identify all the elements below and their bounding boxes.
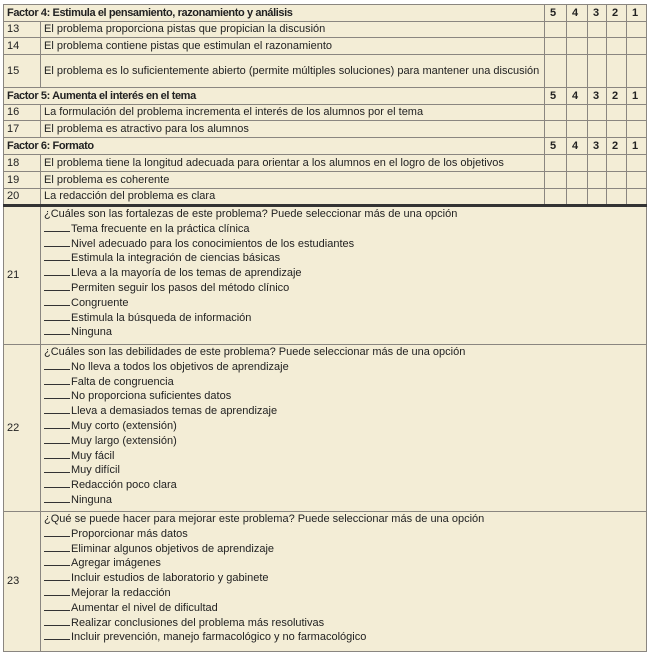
item-number: 14 [4, 38, 41, 55]
table-row [4, 155, 647, 172]
scale-label: 1 [627, 5, 647, 22]
score-cell[interactable] [545, 121, 567, 138]
score-cell[interactable] [545, 22, 567, 38]
table-row [4, 55, 647, 88]
item-number: 22 [4, 345, 41, 512]
checkbox-blank[interactable] [44, 404, 70, 414]
score-cell[interactable] [567, 189, 588, 206]
factor-header-row [4, 88, 647, 105]
score-cell[interactable] [588, 105, 607, 121]
score-cell[interactable] [607, 121, 627, 138]
option-label: Congruente [71, 296, 129, 309]
checkbox-blank[interactable] [44, 281, 70, 291]
option-label: Incluir prevención, manejo farmacológico y no farmacológico [71, 631, 367, 644]
score-cell[interactable] [545, 172, 567, 189]
item-number: 21 [4, 206, 41, 345]
scale-label: 3 [588, 88, 607, 105]
checkbox-blank[interactable] [44, 325, 70, 335]
question-cell [41, 512, 647, 652]
score-cell[interactable] [567, 155, 588, 172]
scale-label: 3 [588, 138, 607, 155]
checkbox-blank[interactable] [44, 296, 70, 306]
item-text: La formulación del problema incrementa el interés de los alumnos por el tema [41, 105, 545, 121]
score-cell[interactable] [588, 189, 607, 206]
item-number: 20 [4, 189, 41, 206]
score-cell[interactable] [545, 155, 567, 172]
factor-header-row [4, 138, 647, 155]
factor-title: Factor 5: Aumenta el interés en el tema [4, 88, 545, 105]
item-text: El problema es lo suficientemente abierto (permite múltiples soluciones) para mantener una discusión [41, 55, 545, 88]
score-cell[interactable] [567, 38, 588, 55]
score-cell[interactable] [627, 38, 647, 55]
option-item[interactable] [44, 281, 643, 296]
score-cell[interactable] [545, 55, 567, 88]
checkbox-blank[interactable] [44, 449, 70, 459]
checkbox-blank[interactable] [44, 266, 70, 276]
option-label: Eliminar algunos objetivos de aprendizaje [71, 542, 275, 555]
checkbox-blank[interactable] [44, 478, 70, 488]
score-cell[interactable] [588, 172, 607, 189]
score-cell[interactable] [545, 189, 567, 206]
item-text: El problema contiene pistas que estimulan el razonamiento [41, 38, 545, 55]
checkbox-blank[interactable] [44, 586, 70, 596]
scale-label: 4 [567, 88, 588, 105]
option-item[interactable] [44, 360, 643, 375]
option-label: Permiten seguir los pasos del método clínico [71, 281, 290, 294]
option-label: Estimula la integración de ciencias básicas [71, 252, 281, 265]
option-label: No lleva a todos los objetivos de aprendizaje [71, 360, 289, 373]
checkbox-blank[interactable] [44, 434, 70, 444]
option-label: Lleva a la mayoría de los temas de aprendizaje [71, 267, 302, 280]
item-number: 17 [4, 121, 41, 138]
item-text: La redacción del problema es clara [41, 189, 545, 206]
item-number: 19 [4, 172, 41, 189]
score-cell[interactable] [567, 22, 588, 38]
option-item[interactable] [44, 527, 643, 542]
option-item[interactable] [44, 542, 643, 557]
scale-label: 4 [567, 138, 588, 155]
checkbox-blank[interactable] [44, 601, 70, 611]
score-cell[interactable] [607, 55, 627, 88]
option-label: Lleva a demasiados temas de aprendizaje [71, 405, 278, 418]
option-item[interactable] [44, 237, 643, 252]
score-cell[interactable] [627, 105, 647, 121]
score-cell[interactable] [627, 121, 647, 138]
option-item[interactable] [44, 630, 643, 645]
option-label: Ninguna [71, 493, 112, 506]
checkbox-blank[interactable] [44, 237, 70, 247]
option-label: Incluir estudios de laboratorio y gabinete [71, 572, 269, 585]
checkbox-blank[interactable] [44, 389, 70, 399]
option-label: Muy largo (extensión) [71, 434, 177, 447]
option-label: Redacción poco clara [71, 479, 177, 492]
checkbox-blank[interactable] [44, 251, 70, 261]
scale-label: 5 [545, 138, 567, 155]
checkbox-blank[interactable] [44, 311, 70, 321]
checkbox-blank[interactable] [44, 616, 70, 626]
option-label: Estimula la búsqueda de información [71, 311, 252, 324]
option-label: Nivel adecuado para los conocimientos de los estudiantes [71, 237, 355, 250]
score-cell[interactable] [588, 121, 607, 138]
checkbox-blank[interactable] [44, 463, 70, 473]
score-cell[interactable] [627, 189, 647, 206]
checkbox-blank[interactable] [44, 375, 70, 385]
scale-label: 2 [607, 138, 627, 155]
score-cell[interactable] [627, 172, 647, 189]
item-number: 23 [4, 512, 41, 652]
table-row [4, 121, 647, 138]
question-cell [41, 345, 647, 512]
checkbox-blank[interactable] [44, 630, 70, 640]
checkbox-blank[interactable] [44, 571, 70, 581]
option-label: Tema frecuente en la práctica clínica [71, 222, 250, 235]
scale-label: 4 [567, 5, 588, 22]
table-row [4, 105, 647, 121]
option-item[interactable] [44, 601, 643, 616]
item-number: 18 [4, 155, 41, 172]
option-item[interactable] [44, 311, 643, 326]
option-item[interactable] [44, 556, 643, 571]
option-item[interactable] [44, 571, 643, 586]
item-text: El problema es coherente [41, 172, 545, 189]
checkbox-blank[interactable] [44, 419, 70, 429]
scale-label: 5 [545, 5, 567, 22]
evaluation-table [3, 4, 647, 652]
checkbox-blank[interactable] [44, 542, 70, 552]
score-cell[interactable] [627, 22, 647, 38]
item-number: 15 [4, 55, 41, 88]
score-cell[interactable] [545, 38, 567, 55]
score-cell[interactable] [627, 155, 647, 172]
factor-header-row [4, 5, 647, 22]
score-cell[interactable] [567, 55, 588, 88]
option-label: Muy fácil [71, 449, 115, 462]
checkbox-blank[interactable] [44, 493, 70, 503]
question-row [4, 206, 647, 345]
item-text: El problema es atractivo para los alumnos [41, 121, 545, 138]
score-cell[interactable] [607, 172, 627, 189]
checkbox-blank[interactable] [44, 527, 70, 537]
scale-label: 3 [588, 5, 607, 22]
score-cell[interactable] [567, 121, 588, 138]
table-row [4, 172, 647, 189]
option-item[interactable] [44, 375, 643, 390]
score-cell[interactable] [627, 55, 647, 88]
option-item[interactable] [44, 266, 643, 281]
factor-title: Factor 6: Formato [4, 138, 545, 155]
option-item[interactable] [44, 478, 643, 493]
option-item[interactable] [44, 616, 643, 631]
scale-label: 1 [627, 138, 647, 155]
scale-label: 1 [627, 88, 647, 105]
option-item[interactable] [44, 251, 643, 266]
table-row [4, 38, 647, 55]
option-item[interactable] [44, 586, 643, 601]
score-cell[interactable] [607, 189, 627, 206]
score-cell[interactable] [545, 105, 567, 121]
score-cell[interactable] [588, 155, 607, 172]
score-cell[interactable] [567, 172, 588, 189]
option-item[interactable] [44, 222, 643, 237]
option-item[interactable] [44, 325, 643, 340]
score-cell[interactable] [588, 22, 607, 38]
score-cell[interactable] [588, 55, 607, 88]
option-item[interactable] [44, 296, 643, 311]
option-label: Agregar imágenes [71, 557, 161, 570]
option-item[interactable] [44, 434, 643, 449]
checkbox-blank[interactable] [44, 360, 70, 370]
option-item[interactable] [44, 463, 643, 478]
scale-label: 2 [607, 5, 627, 22]
option-label: Mejorar la redacción [71, 586, 171, 599]
question-prompt: ¿Qué se puede hacer para mejorar este problema? Puede seleccionar más de una opción [44, 513, 485, 525]
item-text: El problema tiene la longitud adecuada para orientar a los alumnos en el logro de los objetivos [41, 155, 545, 172]
checkbox-blank[interactable] [44, 222, 70, 232]
option-item[interactable] [44, 493, 643, 508]
option-item[interactable] [44, 419, 643, 434]
option-label: Falta de congruencia [71, 375, 174, 388]
scale-label: 5 [545, 88, 567, 105]
table-row [4, 22, 647, 38]
option-item[interactable] [44, 449, 643, 464]
option-label: Muy difícil [71, 464, 120, 477]
factor-title: Factor 4: Estimula el pensamiento, razonamiento y análisis [4, 5, 545, 22]
option-label: Realizar conclusiones del problema más resolutivas [71, 616, 325, 629]
score-cell[interactable] [607, 38, 627, 55]
item-text: El problema proporciona pistas que propician la discusión [41, 22, 545, 38]
option-label: Proporcionar más datos [71, 527, 188, 540]
option-label: Ninguna [71, 326, 112, 339]
item-number: 13 [4, 22, 41, 38]
score-cell[interactable] [607, 22, 627, 38]
option-item[interactable] [44, 404, 643, 419]
question-cell [41, 206, 647, 345]
question-prompt: ¿Cuáles son las debilidades de este problema? Puede seleccionar más de una opción [44, 346, 466, 358]
option-label: No proporciona suficientes datos [71, 390, 232, 403]
question-prompt: ¿Cuáles son las fortalezas de este problema? Puede seleccionar más de una opción [44, 208, 458, 220]
option-item[interactable] [44, 389, 643, 404]
score-cell[interactable] [567, 105, 588, 121]
checkbox-blank[interactable] [44, 556, 70, 566]
score-cell[interactable] [588, 38, 607, 55]
scale-label: 2 [607, 88, 627, 105]
score-cell[interactable] [607, 155, 627, 172]
option-label: Muy corto (extensión) [71, 419, 177, 432]
score-cell[interactable] [607, 105, 627, 121]
question-row [4, 345, 647, 512]
question-row [4, 512, 647, 652]
item-number: 16 [4, 105, 41, 121]
table-row [4, 189, 647, 206]
option-label: Aumentar el nivel de dificultad [71, 601, 218, 614]
